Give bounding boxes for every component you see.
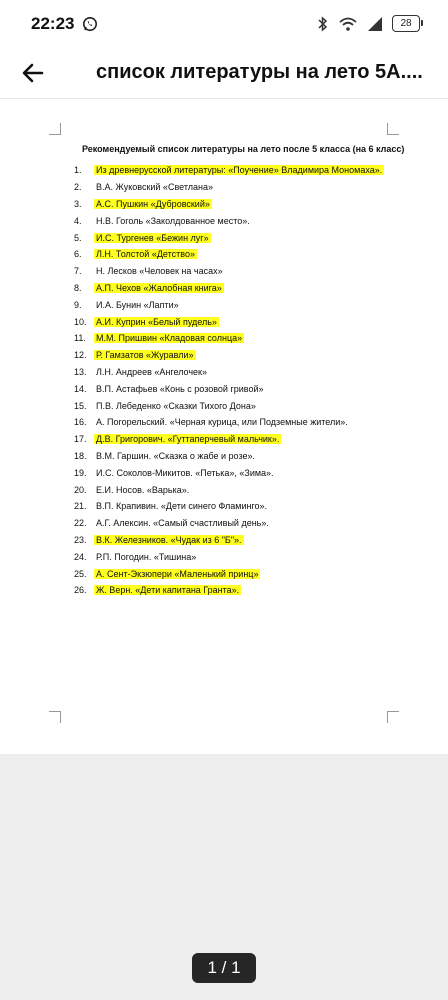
list-item-number: 25.: [74, 568, 87, 579]
list-item-text-highlighted: Из древнерусской литературы: «Поучение» Владимира Мономаха».: [96, 165, 383, 176]
list-item-number: 12.: [74, 350, 87, 361]
page-corner-mark: [387, 711, 399, 723]
list-item-number: 14.: [74, 383, 87, 394]
list-item-number: 10.: [74, 316, 87, 327]
list-item-number: 6.: [74, 249, 82, 260]
list-item: [74, 196, 424, 213]
list-item-number: 18.: [74, 450, 87, 461]
back-button[interactable]: [16, 58, 50, 92]
document-title: список литературы на лето 5А....: [96, 61, 423, 83]
list-item: [74, 364, 424, 381]
list-item-number: 15.: [74, 400, 87, 411]
bluetooth-icon: [317, 16, 329, 32]
list-item-number: 13.: [74, 366, 87, 377]
list-item-text: Н.В. Гоголь «Заколдованное место».: [96, 215, 250, 226]
list-item: [74, 330, 424, 347]
list-item: [74, 179, 424, 196]
list-item-number: 20.: [74, 484, 87, 495]
list-item: [74, 263, 424, 280]
list-item-text-highlighted: А. Сент-Экзюпери «Маленький принц»: [96, 568, 259, 579]
document-heading: Рекомендуемый список литературы на лето после 5 класса (на 6 класс): [82, 144, 405, 154]
list-item-number: 1.: [74, 165, 82, 176]
list-item-text: Л.Н. Андреев «Ангелочек»: [96, 366, 207, 377]
list-item-text: В.М. Гаршин. «Сказка о жабе и розе».: [96, 450, 255, 461]
list-item-number: 26.: [74, 585, 87, 596]
list-item-number: 2.: [74, 182, 82, 193]
battery-level: 28: [400, 18, 412, 29]
list-item-number: 9.: [74, 299, 82, 310]
list-item: [74, 246, 424, 263]
status-time: 22:23: [31, 14, 75, 33]
list-item-text-highlighted: Д.В. Григорович. «Гуттаперчевый мальчик».: [96, 434, 280, 445]
list-item: [74, 397, 424, 414]
list-item-text-highlighted: А.П. Чехов «Жалобная книга»: [96, 282, 222, 293]
page-corner-mark: [49, 711, 61, 723]
list-item: [74, 347, 424, 364]
document-page[interactable]: [0, 98, 448, 755]
list-item: [74, 448, 424, 465]
list-item-text: И.А. Бунин «Лапти»: [96, 299, 179, 310]
list-item-number: 19.: [74, 467, 87, 478]
wifi-icon: [338, 16, 358, 32]
list-item: [74, 296, 424, 313]
literature-list: [74, 162, 424, 599]
list-item: [74, 515, 424, 532]
list-item-number: 22.: [74, 518, 87, 529]
list-item-number: 16.: [74, 417, 87, 428]
whatsapp-icon: [82, 16, 98, 32]
list-item: [74, 212, 424, 229]
list-item-text: В.А. Жуковский «Светлана»: [96, 182, 213, 193]
list-item-number: 4.: [74, 215, 82, 226]
arrow-left-icon: [21, 61, 45, 90]
list-item-text: Р.П. Погодин. «Тишина»: [96, 551, 197, 562]
list-item-text: А. Погорельский. «Черная курица, или Подземные жители».: [96, 417, 348, 428]
list-item: [74, 313, 424, 330]
list-item-number: 5.: [74, 232, 82, 243]
list-item-text: Н. Лесков «Человек на часах»: [96, 266, 223, 277]
list-item-number: 23.: [74, 534, 87, 545]
list-item-number: 17.: [74, 434, 87, 445]
battery-icon: [392, 15, 420, 32]
list-item: [74, 565, 424, 582]
status-icons: [317, 15, 420, 32]
list-item: [74, 582, 424, 599]
page-indicator: 1 / 1: [192, 953, 256, 983]
list-item: [74, 481, 424, 498]
list-item-text-highlighted: А.С. Пушкин «Дубровский»: [96, 198, 210, 209]
signal-icon: [367, 16, 383, 32]
list-item: [74, 280, 424, 297]
list-item: [74, 532, 424, 549]
list-item-text-highlighted: В.К. Железников. «Чудак из 6 "Б"».: [96, 534, 242, 545]
list-item: [74, 380, 424, 397]
list-item-text: И.С. Соколов-Микитов. «Петька», «Зима».: [96, 467, 274, 478]
list-item-text: П.В. Лебеденко «Сказки Тихого Дона»: [96, 400, 256, 411]
list-item: [74, 548, 424, 565]
list-item: [74, 431, 424, 448]
list-item-text: Е.И. Носов. «Варька».: [96, 484, 190, 495]
list-item: [74, 464, 424, 481]
list-item: [74, 414, 424, 431]
list-item-number: 3.: [74, 198, 82, 209]
list-item: [74, 162, 424, 179]
list-item-text: А.Г. Алексин. «Самый счастливый день».: [96, 518, 269, 529]
list-item-number: 7.: [74, 266, 82, 277]
app-bar: [0, 50, 448, 98]
list-item-number: 11.: [74, 333, 86, 344]
list-item-text: В.П. Астафьев «Конь с розовой гривой»: [96, 383, 264, 394]
list-item-text-highlighted: А.И. Куприн «Белый пудель»: [96, 316, 217, 327]
list-item-text: В.П. Крапивин. «Дети синего Фламинго».: [96, 501, 268, 512]
list-item-text-highlighted: М.М. Пришвин «Кладовая солнца»: [96, 333, 243, 344]
page-corner-mark: [49, 123, 61, 135]
list-item-number: 8.: [74, 282, 82, 293]
page-corner-mark: [387, 123, 399, 135]
list-item-text-highlighted: И.С. Тургенев «Бежин луг»: [96, 232, 209, 243]
list-item-text-highlighted: Ж. Верн. «Дети капитана Гранта».: [96, 585, 240, 596]
list-item-text-highlighted: Р. Гамзатов «Журавли»: [96, 350, 194, 361]
list-item: [74, 498, 424, 515]
list-item-number: 21.: [74, 501, 87, 512]
status-bar: [0, 0, 448, 50]
list-item-text-highlighted: Л.Н. Толстой «Детство»: [96, 249, 195, 260]
list-item: [74, 229, 424, 246]
list-item-number: 24.: [74, 551, 87, 562]
